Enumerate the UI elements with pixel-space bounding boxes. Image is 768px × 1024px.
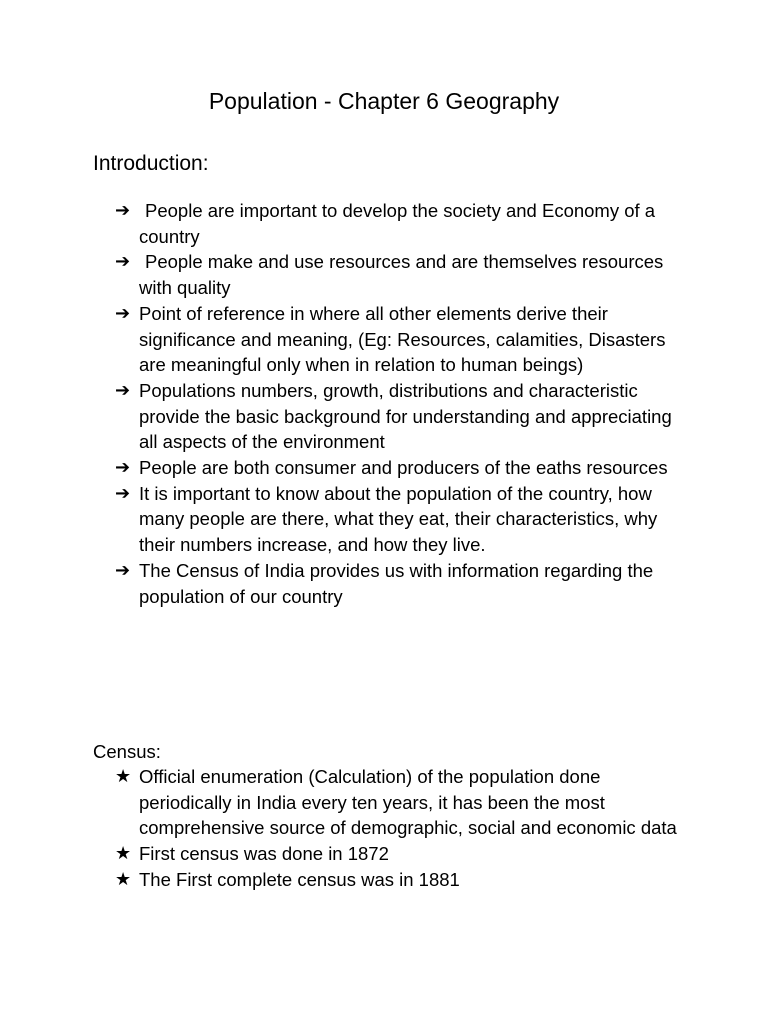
- star-bullet-icon: ★: [115, 868, 132, 890]
- introduction-item: [0, 455, 768, 481]
- census-item: [0, 841, 768, 867]
- arrow-bullet-icon: ➔: [115, 482, 131, 504]
- introduction-item-text: The Census of India provides us with information regarding the population of our country: [139, 559, 654, 607]
- introduction-item: [0, 378, 768, 455]
- introduction-item-text: Populations numbers, growth, distributions and characteristic provide the basic background for understanding and appreciating all aspects of the environment: [139, 379, 672, 453]
- arrow-bullet-icon: ➔: [115, 200, 131, 221]
- census-item-text: The First complete census was in 1881: [139, 868, 460, 890]
- star-bullet-icon: ★: [115, 843, 132, 865]
- arrow-bullet-icon: ➔: [115, 251, 131, 273]
- arrow-bullet-icon: ➔: [115, 379, 131, 401]
- introduction-item: [0, 249, 768, 300]
- introduction-item: [0, 301, 768, 378]
- introduction-item-text: Point of reference in where all other elements derive their significance and meaning, (Eg: Resources, calamities, Disasters are meaningful only when in relation to human beings): [139, 302, 666, 376]
- document-title: Population - Chapter 6 Geography: [208, 88, 560, 114]
- introduction-item-text: It is important to know about the population of the country, how many people are there, what they eat, their characteristics, why their numbers increase, and how they live.: [139, 482, 658, 556]
- introduction-item-text: People are important to develop the society and Economy of a country: [139, 200, 656, 247]
- introduction-item: [0, 198, 768, 249]
- introduction-item: [0, 558, 768, 609]
- introduction-item: [0, 481, 768, 558]
- star-bullet-icon: ★: [115, 766, 132, 787]
- census-item-text: Official enumeration (Calculation) of the population done periodically in India every ten years, it has been the most comprehensive source of demographic, social and economic data: [139, 766, 677, 839]
- census-heading: Census:: [93, 741, 161, 762]
- introduction-item-text: People make and use resources and are themselves resources with quality: [139, 251, 664, 299]
- census-item-text: First census was done in 1872: [139, 843, 389, 865]
- census-list: [0, 764, 768, 893]
- arrow-bullet-icon: ➔: [115, 559, 131, 581]
- introduction-item-text: People are both consumer and producers of the eaths resources: [139, 457, 668, 479]
- introduction-list: [0, 198, 768, 609]
- introduction-heading: Introduction:: [93, 152, 209, 175]
- arrow-bullet-icon: ➔: [115, 457, 131, 479]
- census-item: [0, 867, 768, 893]
- census-item: [0, 764, 768, 841]
- arrow-bullet-icon: ➔: [115, 302, 131, 324]
